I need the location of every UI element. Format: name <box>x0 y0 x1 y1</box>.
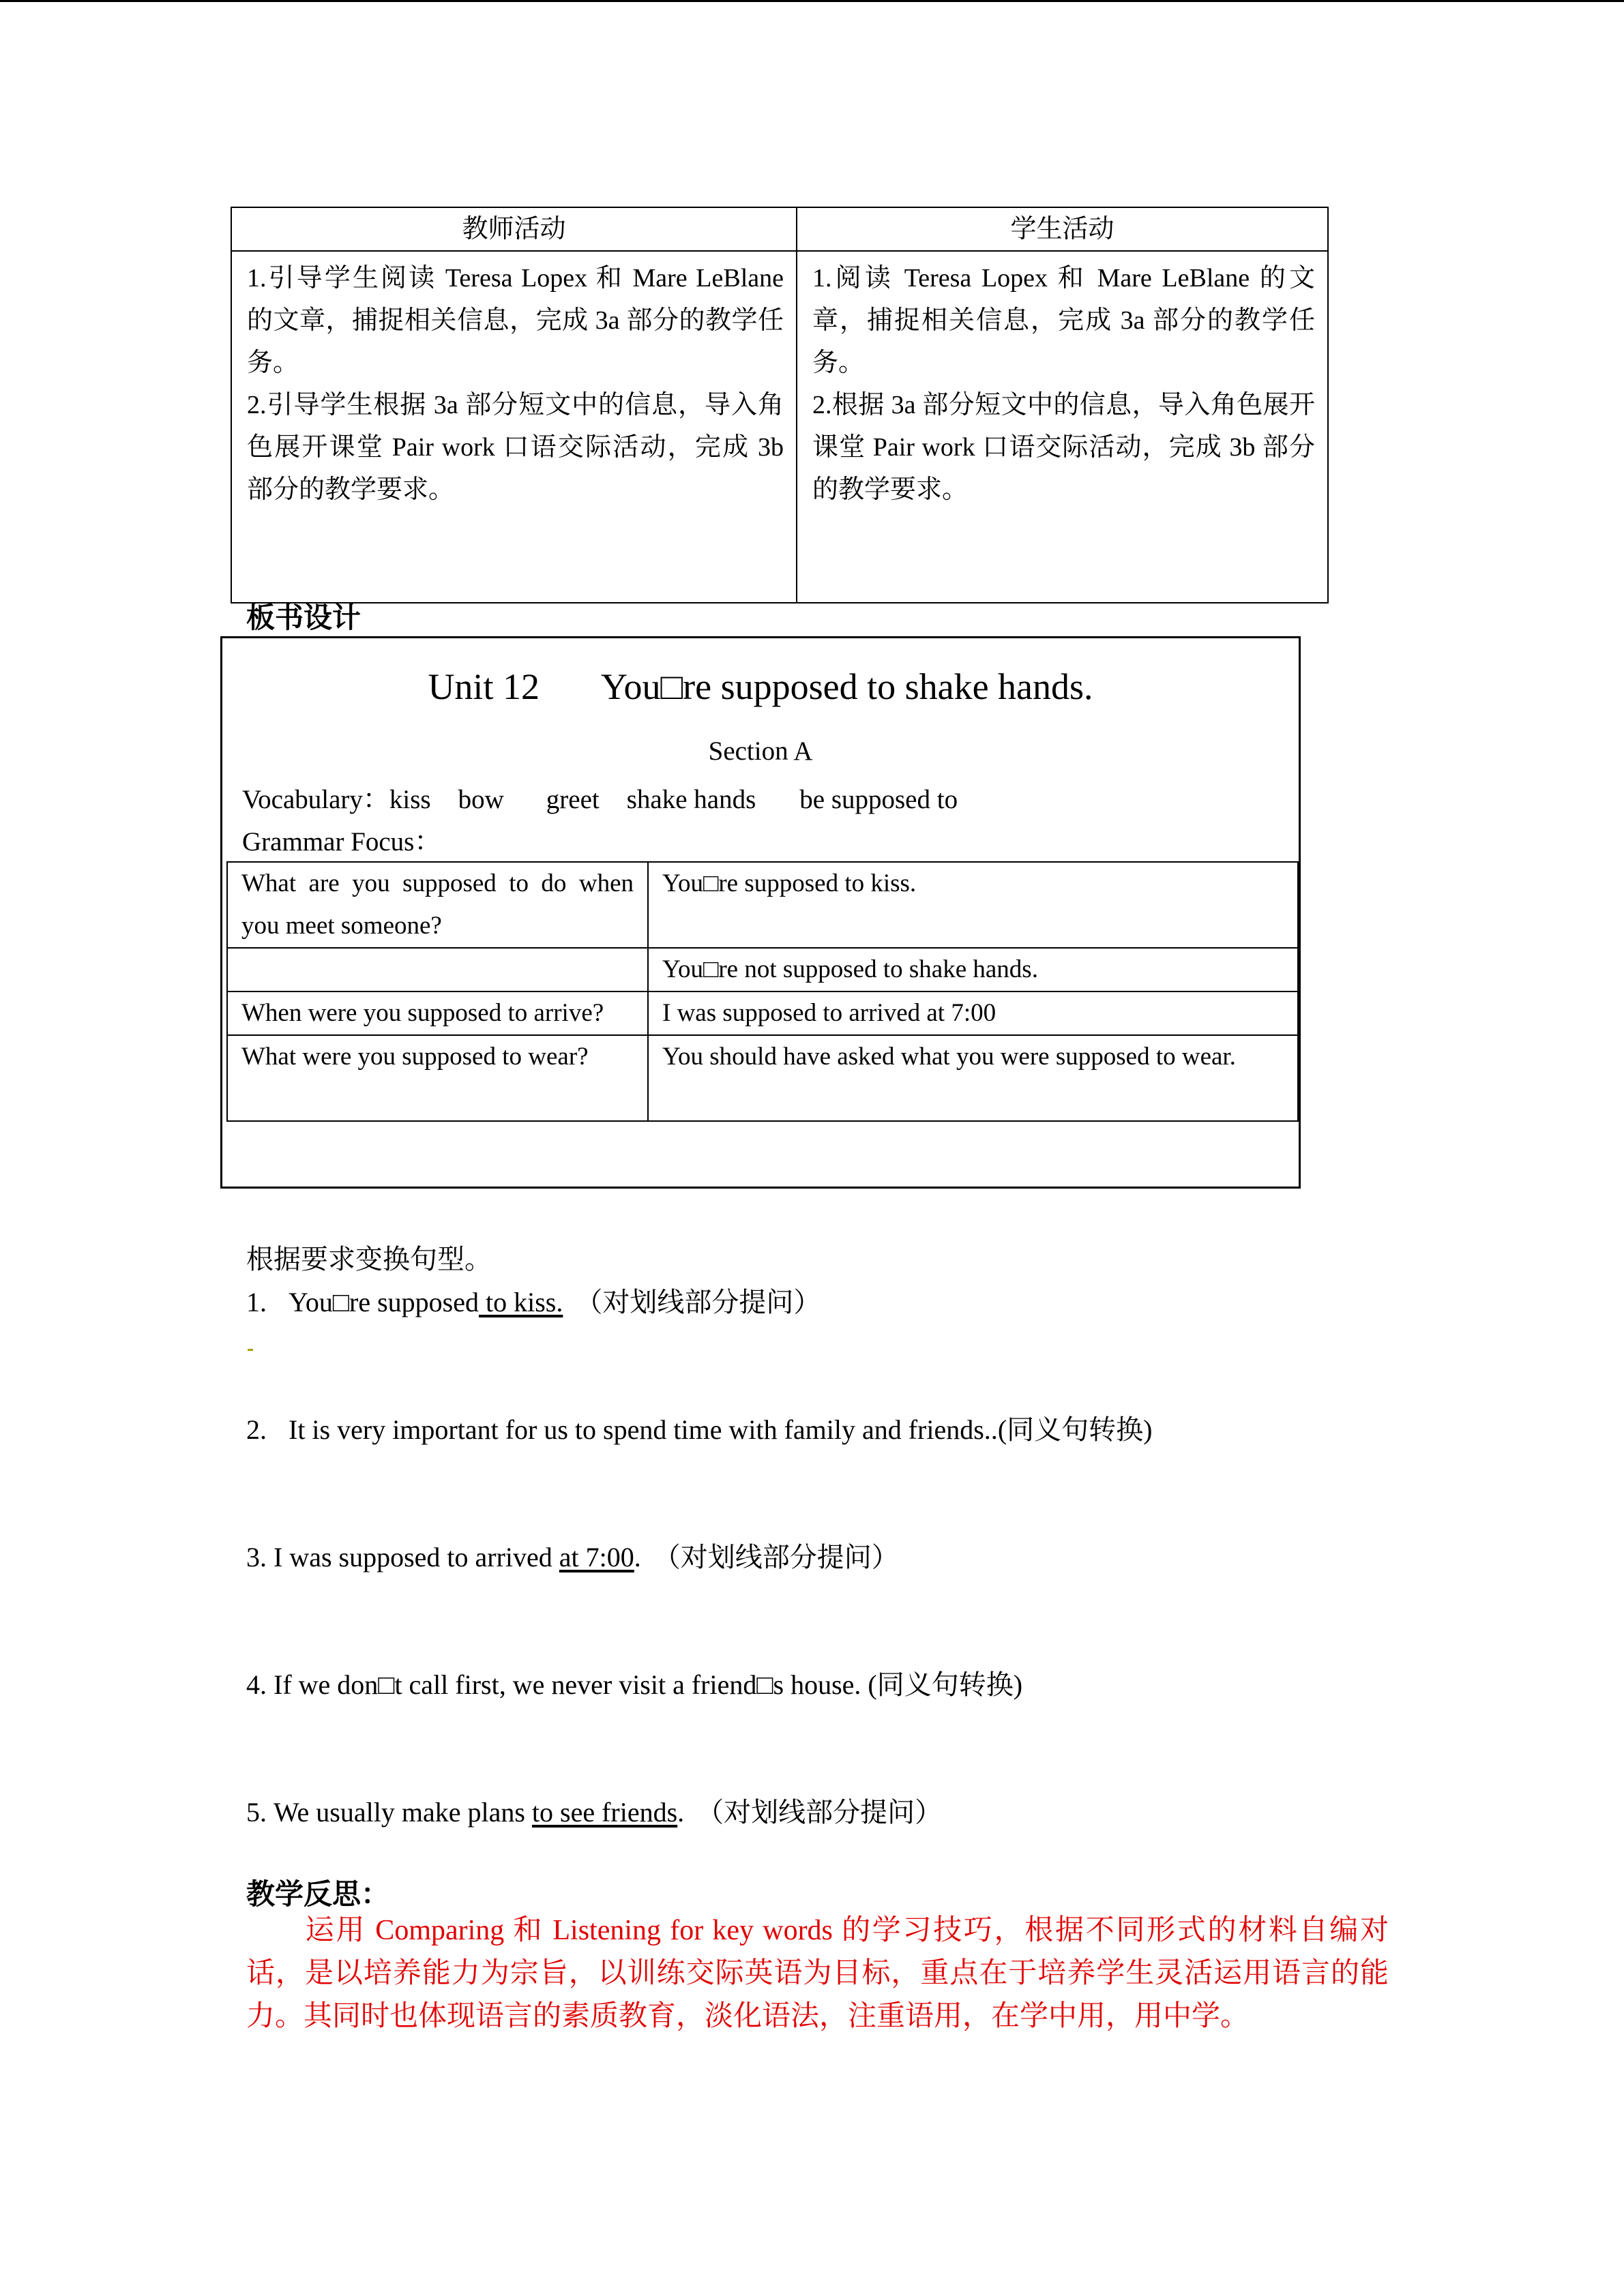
grammar-answer: I was supposed to arrived at 7:00 <box>648 992 1298 1035</box>
exercise-item-2 <box>246 1408 1152 1447</box>
student-activity-cell <box>797 251 1328 603</box>
exercise-item-3: 3. I was supposed to arrived at 7:00. （对划线部分提问） <box>246 1542 899 1572</box>
item-number: 2. <box>246 1414 267 1445</box>
vocabulary-line <box>242 778 958 816</box>
table-row <box>227 1035 1298 1121</box>
exercise-instruction: 根据要求变换句型。 <box>246 1244 492 1274</box>
table-row <box>227 862 1298 948</box>
grammar-question: When were you supposed to arrive? <box>227 992 648 1035</box>
teacher-activity-cell <box>231 251 797 603</box>
item-number: 3. <box>246 1542 267 1572</box>
vocab-word: kiss <box>389 785 431 814</box>
vocab-word: greet <box>546 785 600 814</box>
item-number: 5. <box>246 1797 267 1828</box>
item-text: It is very important for us to spend time with family and friends.. <box>289 1414 998 1445</box>
item-note: (同义句转换) <box>868 1669 1023 1700</box>
student-activity-header: 学生活动 <box>797 207 1328 251</box>
activity-table <box>231 207 1329 603</box>
student-item-2: 2.根据 3a 部分短文中的信息，导入角色展开课堂 Pair work 口语交际活动，完成 3b 部分的教学要求。 <box>812 391 1315 504</box>
grammar-answer: You□re not supposed to shake hands. <box>648 948 1298 992</box>
board-design-heading: 板书设计 <box>246 601 361 634</box>
item-underlined: to see friends <box>531 1797 678 1828</box>
exercise-item-5: 5. We usually make plans to see friends. （对划线部分提问） <box>246 1797 943 1828</box>
reflection-body: 运用 Comparing 和 Listening for key words 的学习技巧，根据不同形式的材料自编对话，是以培养能力为宗旨，以训练交际英语为目标，重点在于培养学生灵活运用语言的能力。其同时也体现语言的素质教育，淡化语法，注重语用，在学中用，用中学。 <box>246 1915 1389 2032</box>
item-underlined: to kiss. <box>479 1287 563 1317</box>
item-note: （对划线部分提问） <box>696 1797 943 1828</box>
teacher-activity-header: 教师活动 <box>231 207 797 251</box>
item-text: We usually make plans <box>274 1797 532 1828</box>
item-text: If we don□t call first, we never visit a friend□s house. <box>274 1669 861 1700</box>
grammar-answer: You□re supposed to kiss. <box>648 862 1298 948</box>
item-text: I was supposed to arrived <box>274 1542 559 1572</box>
teacher-item-1: 1.引导学生阅读 Teresa Lopex 和 Mare LeBlane 的文章，捕捉相关信息，完成 3a 部分的教学任务。 <box>247 264 784 377</box>
section-label: Section A <box>708 736 813 766</box>
item-note: （对划线部分提问） <box>575 1287 821 1317</box>
item-number: 1. <box>246 1287 267 1317</box>
top-rule <box>0 0 1624 2</box>
table-row <box>227 948 1298 992</box>
grammar-answer: You should have asked what you were supposed to wear. <box>648 1035 1298 1121</box>
board-title <box>222 666 1299 708</box>
item-note: （对划线部分提问） <box>653 1542 899 1572</box>
student-item-1: 1.阅读 Teresa Lopex 和 Mare LeBlane 的文章，捕捉相关信息，完成 3a 部分的教学任务。 <box>812 264 1315 377</box>
board-design-box <box>220 636 1301 1189</box>
exercise-item-4 <box>246 1663 1022 1702</box>
vocab-word: bow <box>458 785 504 814</box>
grammar-focus-label: Grammar Focus： <box>242 827 441 856</box>
item-text: You□re supposed <box>289 1287 479 1317</box>
grammar-question: What were you supposed to wear? <box>227 1035 648 1121</box>
lesson-title: You□re supposed to shake hands. <box>600 666 1093 707</box>
grammar-question <box>227 948 648 992</box>
stray-mark <box>248 1349 253 1351</box>
teacher-item-2: 2.引导学生根据 3a 部分短文中的信息，导入角色展开课堂 Pair work 口语交际活动，完成 3b 部分的教学要求。 <box>247 391 784 504</box>
exercise-item-1 <box>246 1281 821 1320</box>
vocab-word: shake hands <box>626 785 756 814</box>
item-underlined: at 7:00 <box>559 1542 634 1572</box>
unit-label: Unit 12 <box>428 666 540 707</box>
grammar-question: What are you supposed to do when you meet someone? <box>227 862 648 948</box>
table-row <box>227 992 1298 1035</box>
vocab-word: be supposed to <box>799 785 958 814</box>
item-number: 4. <box>246 1669 267 1700</box>
reflection-heading: 教学反思： <box>246 1877 390 1911</box>
reflection-text <box>246 1909 1389 2038</box>
vocabulary-label: Vocabulary： <box>242 785 389 814</box>
item-note: (同义句转换) <box>997 1414 1153 1445</box>
grammar-table <box>226 861 1299 1122</box>
